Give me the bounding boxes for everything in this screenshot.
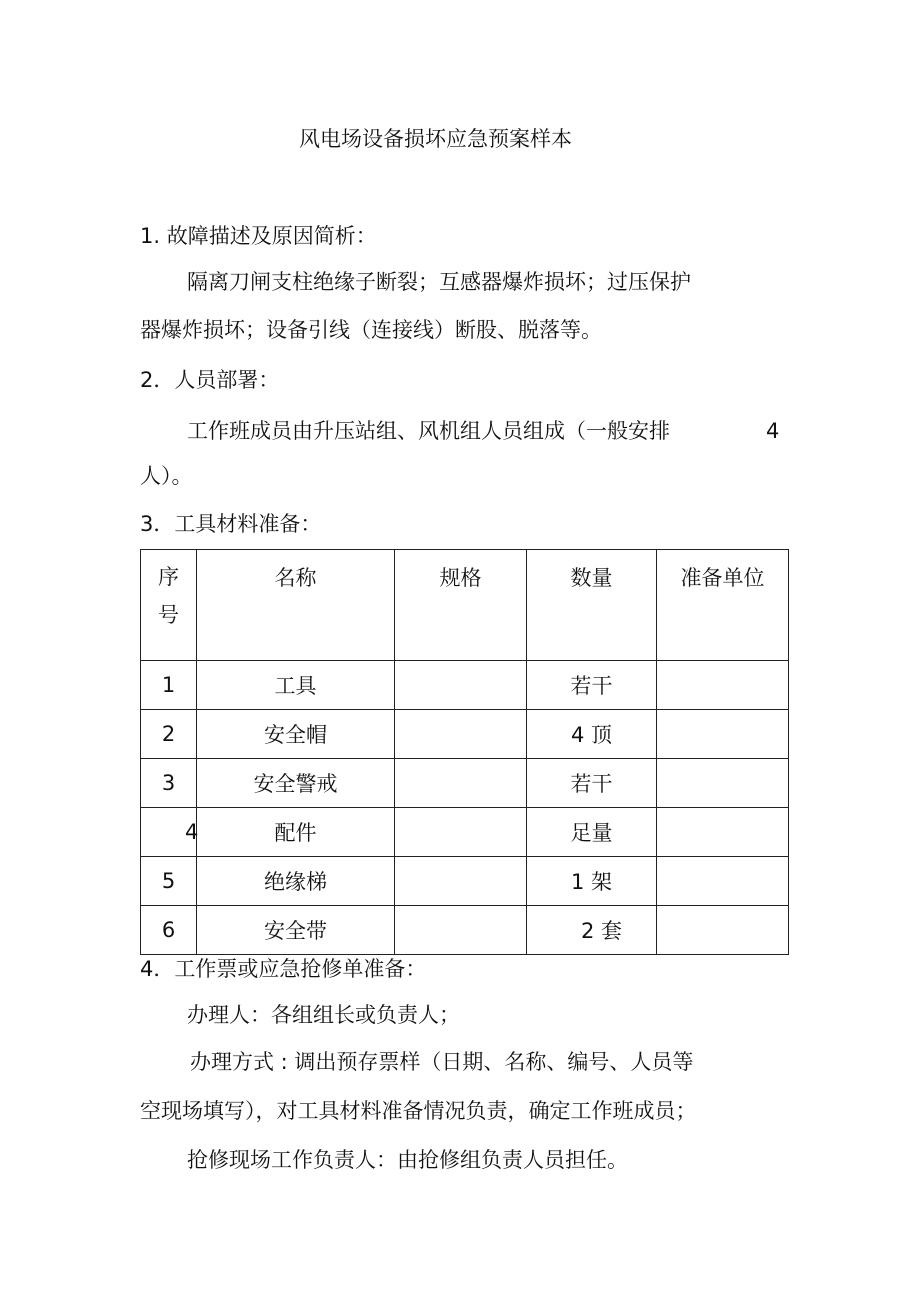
row-unit — [657, 759, 789, 808]
section-2-text-line-1: 工作班成员由升压站组、风机组人员组成（一般安排 — [187, 419, 670, 443]
row-quantity: 2 套 — [527, 906, 657, 955]
page-title: 风电场设备损坏应急预案样本 — [299, 127, 572, 151]
section-4-text-line-2: 办理方式 : 调出预存票样（日期、名称、编号、人员等 — [190, 1050, 694, 1074]
section-1-text-line-1: 隔离刀闸支柱绝缘子断裂；互感器爆炸损坏；过压保护 — [187, 270, 691, 294]
row-name: 绝缘梯 — [197, 857, 395, 906]
section-1-text-line-2: 器爆炸损坏；设备引线（连接线）断股、脱落等。 — [140, 318, 602, 342]
section-4-text-line-4: 抢修现场工作负责人：由抢修组负责人员担任。 — [187, 1148, 628, 1172]
row-spec — [395, 710, 527, 759]
row-seq: 2 — [141, 710, 197, 759]
row-seq: 1 — [141, 661, 197, 710]
header-quantity: 数量 — [527, 550, 657, 661]
row-unit — [657, 808, 789, 857]
section-4-heading: 4．工作票或应急抢修单准备： — [140, 957, 427, 981]
row-quantity: 若干 — [527, 759, 657, 808]
table-row — [141, 808, 789, 857]
row-unit — [657, 710, 789, 759]
header-name: 名称 — [197, 550, 395, 661]
section-1-heading: 1. 故障描述及原因简析： — [140, 224, 377, 248]
section-4-text-line-3: 空现场填写），对工具材料准备情况负责，确定工作班成员； — [140, 1099, 697, 1123]
row-spec — [395, 759, 527, 808]
section-2-heading: 2．人员部署： — [140, 368, 280, 392]
row-seq: 5 — [141, 857, 197, 906]
section-2-headcount: 4 — [766, 419, 780, 443]
row-name: 安全带 — [197, 906, 395, 955]
table-row — [141, 759, 789, 808]
table-header-row — [141, 550, 789, 661]
row-unit — [657, 857, 789, 906]
table-row — [141, 906, 789, 955]
row-unit — [657, 661, 789, 710]
section-4-text-line-1: 办理人：各组组长或负责人； — [187, 1003, 460, 1027]
table-row — [141, 857, 789, 906]
table-row — [141, 661, 789, 710]
header-seq — [141, 550, 197, 661]
row-quantity: 1 架 — [527, 857, 657, 906]
row-unit — [657, 906, 789, 955]
header-spec: 规格 — [395, 550, 527, 661]
header-unit: 准备单位 — [657, 550, 789, 661]
row-quantity: 若干 — [527, 661, 657, 710]
row-name: 工具 — [197, 661, 395, 710]
row-name: 配件 — [197, 808, 395, 857]
row-seq: 4 — [141, 808, 197, 857]
header-seq-bottom: 号 — [158, 603, 179, 627]
row-seq: 6 — [141, 906, 197, 955]
section-2-text-line-2: 人）。 — [140, 464, 193, 488]
table-row — [141, 710, 789, 759]
materials-table — [140, 549, 789, 955]
row-spec — [395, 906, 527, 955]
row-name: 安全帽 — [197, 710, 395, 759]
row-quantity: 4 顶 — [527, 710, 657, 759]
row-quantity: 足量 — [527, 808, 657, 857]
row-spec — [395, 808, 527, 857]
header-seq-top: 序 — [158, 565, 179, 589]
section-3-heading: 3．工具材料准备： — [140, 512, 322, 536]
row-seq: 3 — [141, 759, 197, 808]
row-spec — [395, 661, 527, 710]
row-spec — [395, 857, 527, 906]
row-name: 安全警戒 — [197, 759, 395, 808]
